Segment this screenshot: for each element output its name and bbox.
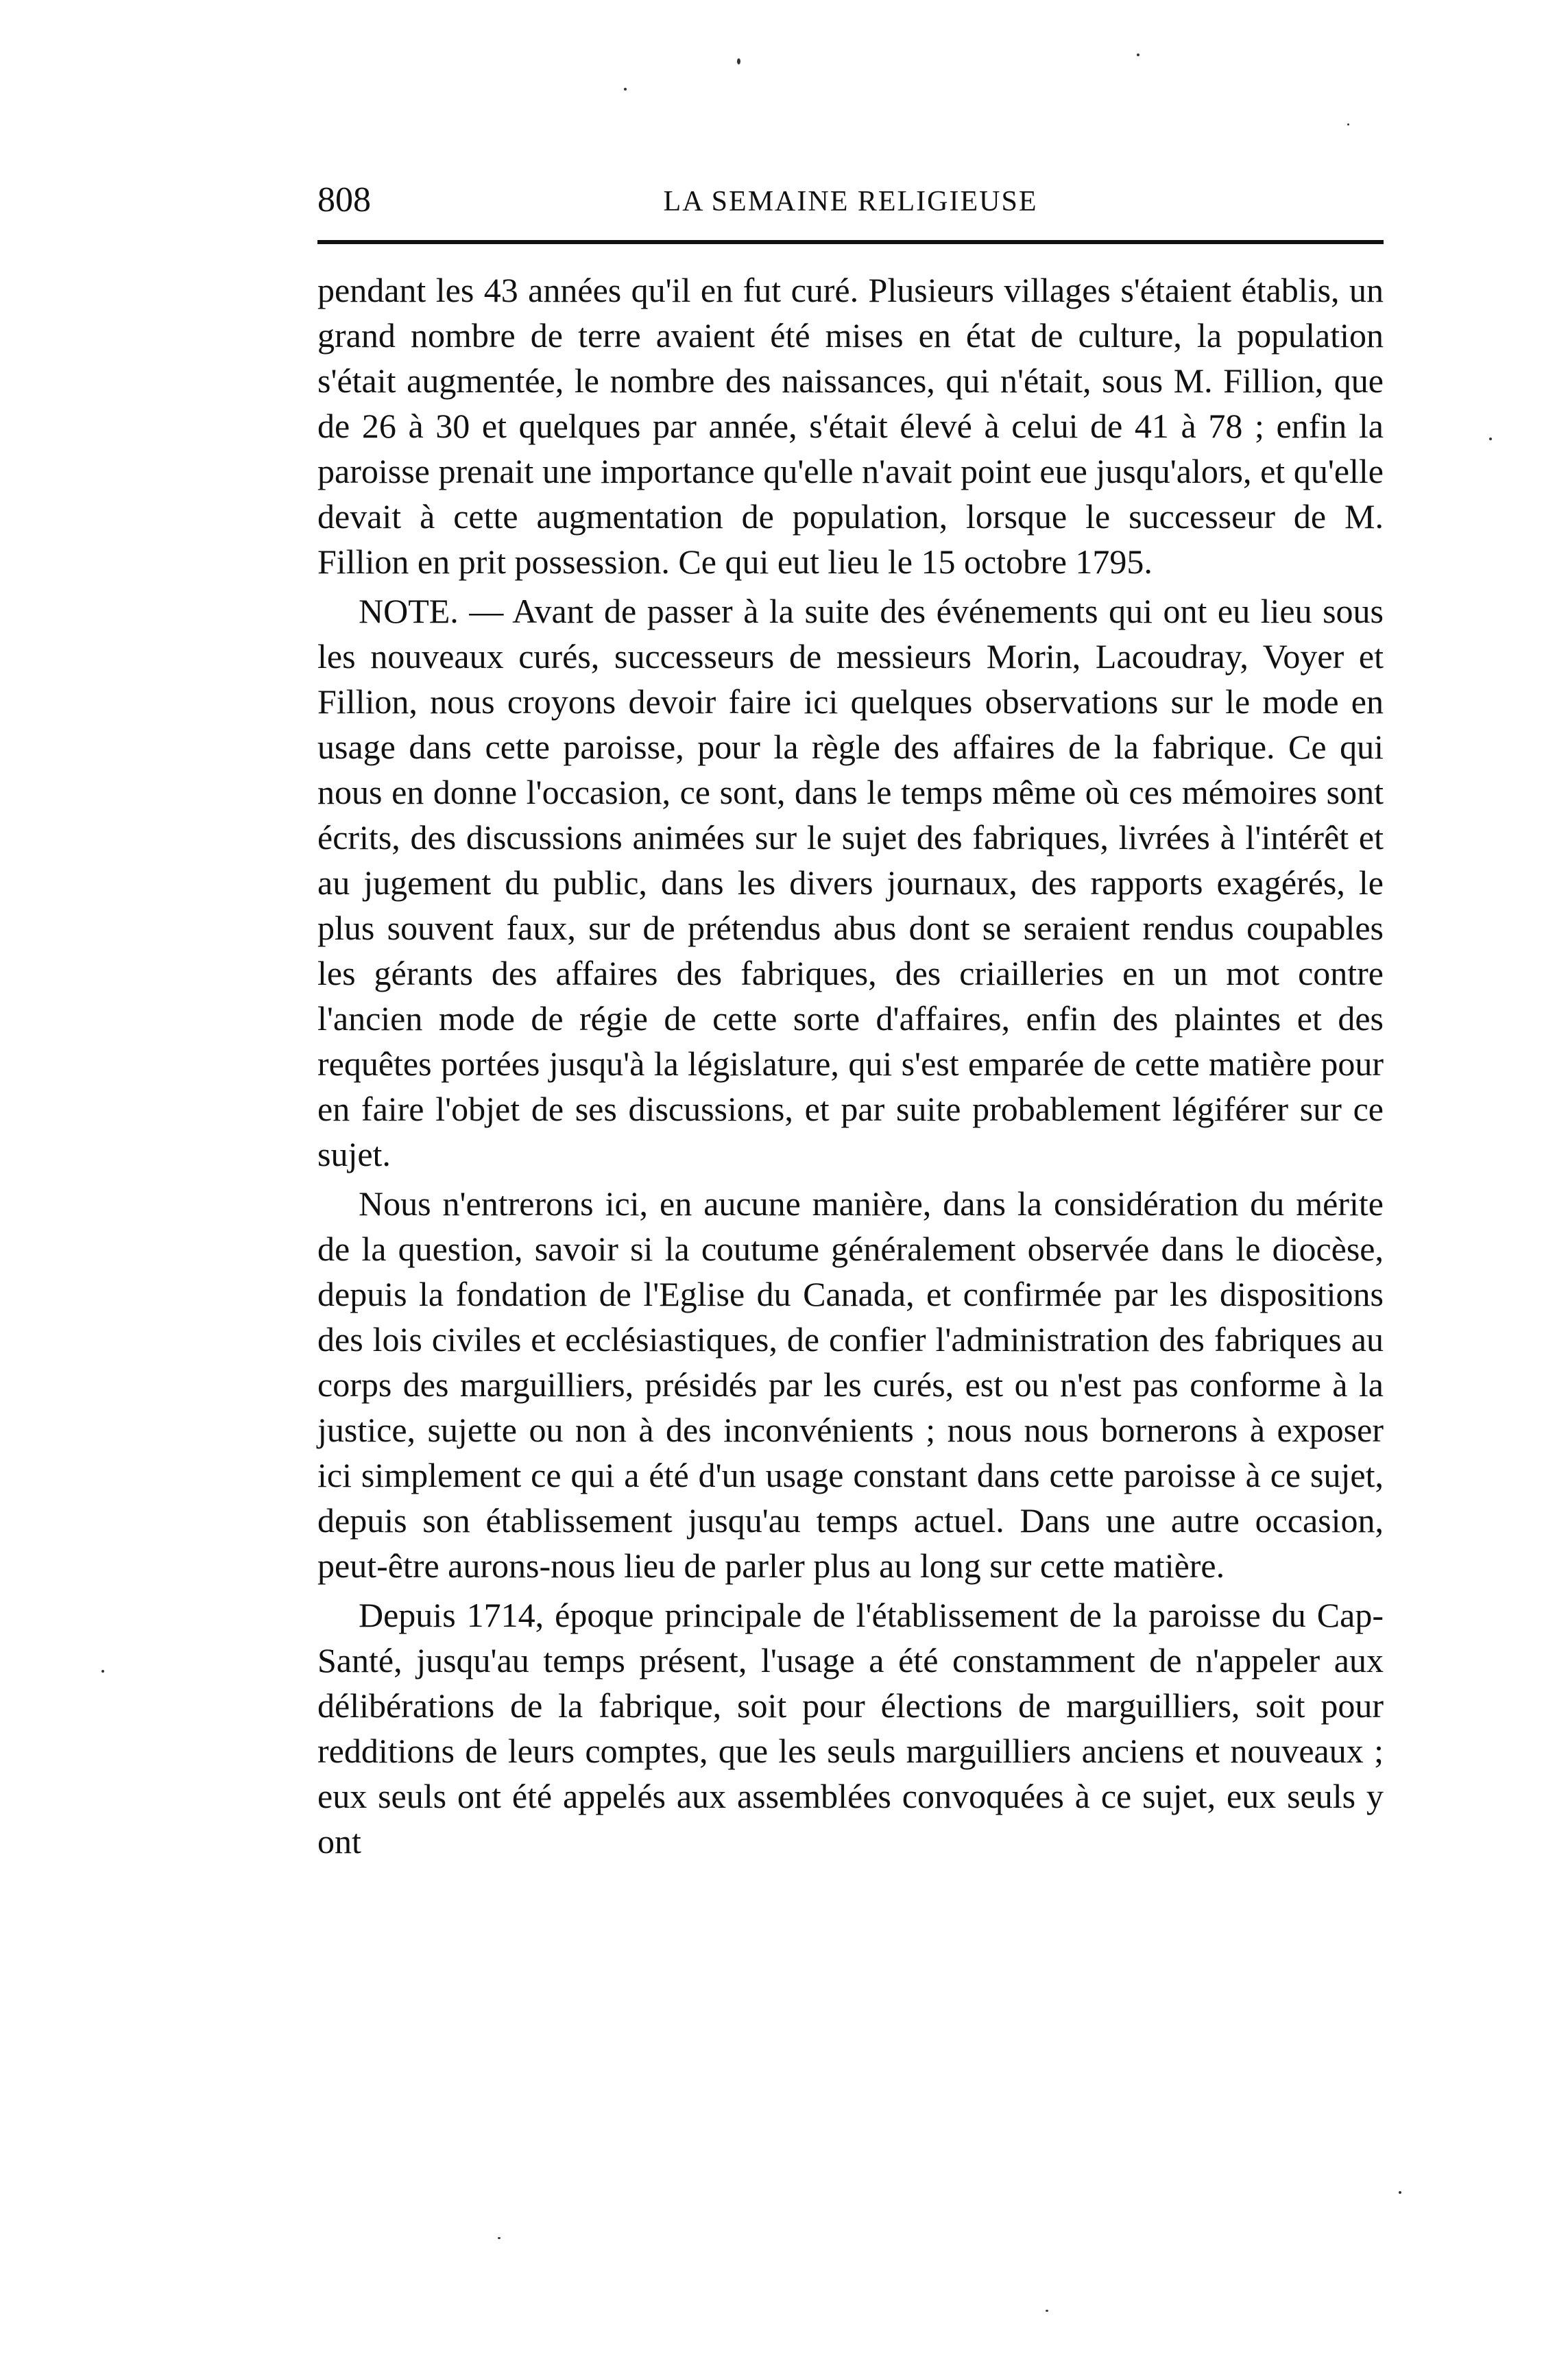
scan-speck [1399, 2191, 1401, 2194]
scan-speck [737, 58, 740, 64]
paragraph-1: pendant les 43 années qu'il en fut curé. Plusieurs villages s'étaient établis, un grand nombre de terre avaient été mises en état de culture, la population s'était augmentée, le nombre des naissances, qui n'était, sous M. Fillion, que de 26 à 30 et quelques par année, s'était élevé à celui de 41 à 78 ; enfin la paroisse prenait une importance qu'elle n'avait point eue jusqu'alors, et qu'elle devait à cette augmentation de population, lorsque le successeur de M. Fillion en prit possession. Ce qui eut lieu le 15 octobre 1795. [317, 271, 1384, 581]
body-text [317, 267, 1384, 1864]
scan-speck [624, 88, 627, 91]
paragraph-2 [317, 588, 1384, 1177]
scan-speck [1137, 53, 1139, 56]
scan-speck [498, 2237, 500, 2239]
header-rule [317, 240, 1384, 244]
paragraph-3: Nous n'entrerons ici, en aucune manière, dans la considération du mérite de la question, savoir si la coutume généralement observée dans le diocèse, depuis la fondation de l'Eglise du Canada, et confirmée par les dispositions des lois civiles et ecclésiastiques, de confier l'administration des fabriques au corps des marguilliers, présidés par les curés, est ou n'est pas conforme à la justice, sujette ou non à des inconvénients ; nous nous bornerons à exposer ici simplement ce qui a été d'un usage constant dans cette paroisse à ce sujet, depuis son établissement jusqu'au temps actuel. Dans une autre occasion, peut-être aurons-nous lieu de parler plus au long sur cette matière. [317, 1184, 1384, 1585]
paragraph-4: Depuis 1714, époque principale de l'établissement de la paroisse du Cap-Santé, jusqu'au temps présent, l'usage a été constamment de n'appeler aux délibérations de la fabrique, soit pour élections de marguilliers, soit pour redditions de leurs comptes, que les seuls marguilliers anciens et nouveaux ; eux seuls ont été appelés aux assemblées convoquées à ce sujet, eux seuls y ont [317, 1596, 1384, 1861]
scan-speck [101, 1670, 104, 1673]
note-label: NOTE. [359, 592, 459, 630]
page-number: 808 [317, 180, 371, 219]
paragraph-2-text: — Avant de passer à la suite des événements qui ont eu lieu sous les nouveaux curés, successeurs de messieurs Morin, Lacoudray, Voyer et Fillion, nous croyons devoir faire ici quelques observations sur le mode en usage dans cette paroisse, pour la règle des affaires de la fabrique. Ce qui nous en donne l'occasion, ce sont, dans le temps même où ces mémoires sont écrits, des discussions animées sur le sujet des fabriques, livrées à l'intérêt et au jugement du public, dans les divers journaux, des rapports exagérés, le plus souvent faux, sur de prétendus abus dont se seraient rendus coupables les gérants des affaires des fabriques, des criailleries en un mot contre l'ancien mode de régie de cette sorte d'affaires, enfin des plaintes et des requêtes portées jusqu'à la législature, qui s'est emparée de cette matière pour en faire l'objet de ses discussions, et par suite probablement légiférer sur ce sujet. [317, 592, 1384, 1173]
scan-speck [1046, 2310, 1048, 2312]
scan-speck [1489, 438, 1492, 440]
running-head: LA SEMAINE RELIGIEUSE [663, 186, 1038, 217]
scan-speck [1347, 123, 1349, 125]
page-header [317, 173, 1384, 228]
